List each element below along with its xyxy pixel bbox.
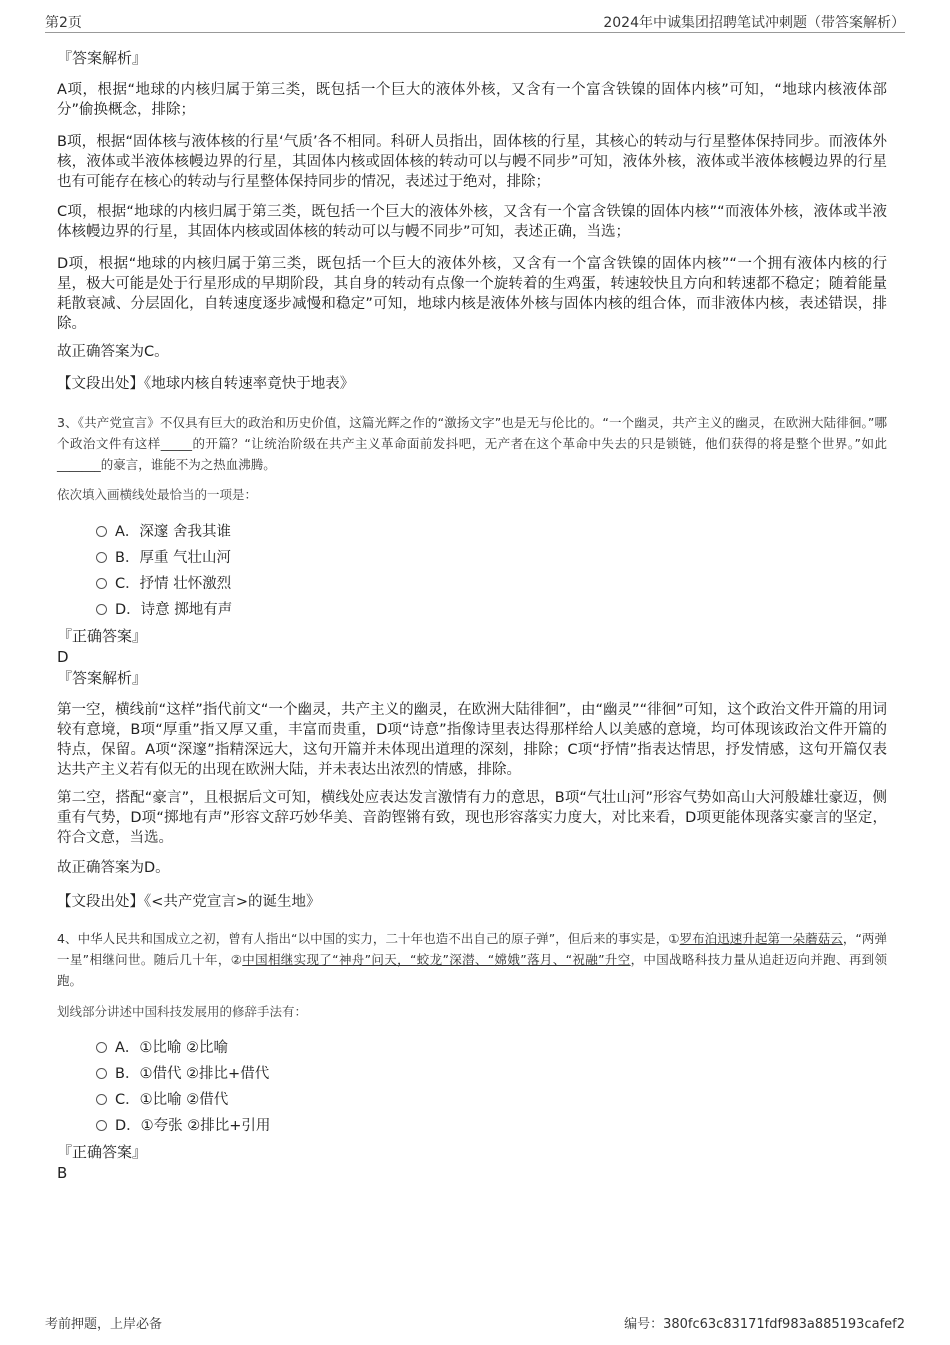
- q2-conclusion: 故正确答案为C。: [57, 344, 169, 360]
- q3-question: 3、《共产党宣言》不仅具有巨大的政治和历史价值，这篇光辉之作的“激扬文字”也是无与伦比的。“一个幽灵，共产主义的幽灵，在欧洲大陆徘徊。”哪个政治文件有这样_____的开篇？“让统治阶级在共产主义革命面前发抖吧，无产者在这个革命中失去的只是锁链，他们获得的将是整个世界。”如此_______的豪言，谁能不为之热血沸腾。: [57, 415, 887, 472]
- q3-option-b[interactable]: B．厚重 气壮山河: [96, 548, 231, 568]
- q3-correct-label: 『正确答案』: [57, 627, 148, 645]
- q4-underline-2: 中国相继实现了“神舟”问天，“蛟龙”深潜、“嫦娥”落月、“祝融”升空: [242, 952, 631, 967]
- q4-option-c[interactable]: C．①比喻 ②借代: [96, 1090, 228, 1110]
- q2-source: 【文段出处】《地球内核自转速率竟快于地表》: [57, 376, 355, 392]
- radio-icon[interactable]: [96, 1068, 107, 1079]
- page-header: [45, 10, 905, 33]
- q3-blank-1: _____: [160, 436, 192, 451]
- q4-underline-1: 罗布泊迅速升起第一朵蘑菇云: [679, 931, 843, 946]
- q4-correct-label: 『正确答案』: [57, 1143, 148, 1161]
- radio-icon[interactable]: [96, 1042, 107, 1053]
- q3-option-a[interactable]: A．深邃 舍我其谁: [96, 522, 231, 542]
- q4-option-d[interactable]: D．①夸张 ②排比+引用: [96, 1116, 270, 1136]
- footer-slogan: 考前押题，上岸必备: [45, 1317, 163, 1332]
- radio-icon[interactable]: [96, 526, 107, 537]
- q3-option-c[interactable]: C．抒情 壮怀激烈: [96, 574, 231, 594]
- q4-option-b[interactable]: B．①借代 ②排比+借代: [96, 1064, 269, 1084]
- q3-blank-2: _______: [57, 457, 101, 472]
- page-footer: [45, 1310, 905, 1332]
- q2-analysis-c: C项，根据“地球的内核归属于第三类，既包括一个巨大的液体外核，又含有一个富含铁镍的固体内核”“而液体外核，液体或半液体核幔边界的行星，其固体内核或固体核的转动可以与幔不同步”可知，表述正确，当选；: [57, 204, 887, 240]
- q2-analysis-a: A项，根据“地球的内核归属于第三类，既包括一个巨大的液体外核，又含有一个富含铁镍的固体内核”可知，“地球内核液体部分”偷换概念，排除；: [57, 82, 887, 118]
- q3-analysis-1: 第一空，横线前“这样”指代前文“一个幽灵，共产主义的幽灵，在欧洲大陆徘徊”，由“幽灵”“徘徊”可知，这个政治文件开篇的用词较有意境，B项“厚重”指又厚又重，丰富而贵重，D项“诗意”指像诗里表达得那样给人以美感的意境，均可体现该政治文件开篇的特点，保留。A项“深邃”指精深远大，这句开篇并未体现出道理的深刻，排除；C项“抒情”指表达情思，抒发情感，这句开篇仅表达共产主义若有似无的出现在欧洲大陆，并未表达出浓烈的情感，排除。: [57, 702, 887, 778]
- q3-option-d[interactable]: D．诗意 掷地有声: [96, 600, 232, 620]
- q3-analysis-label: 『答案解析』: [57, 669, 148, 687]
- q4-option-a[interactable]: A．①比喻 ②比喻: [96, 1038, 228, 1058]
- q4-question: 4、中华人民共和国成立之初，曾有人指出“以中国的实力，二十年也造不出自己的原子弹”，但后来的事实是，①罗布泊迅速升起第一朵蘑菇云，“两弹一星”相继问世。随后几十年，②中国相继实现了“神舟”问天，“蛟龙”深潜、“嫦娥”落月、“祝融”升空，中国战略科技力量从追赶迈向并跑、再到领跑。: [57, 931, 888, 988]
- q4-correct-answer: B: [57, 1164, 68, 1182]
- q3-source: 【文段出处】《<共产党宣言>的诞生地》: [57, 894, 321, 910]
- q3-prompt: 依次填入画横线处最恰当的一项是：: [57, 487, 258, 502]
- q3-analysis-2: 第二空，搭配“豪言”，且根据后文可知，横线处应表达发言激情有力的意思，B项“气壮山河”形容气势如高山大河般雄壮豪迈，侧重有气势，D项“掷地有声”形容文辞巧妙华美、音韵铿锵有致，现也形容落实力度大，对比来看，D项更能体现落实豪言的坚定，符合文意，当选。: [57, 790, 887, 846]
- document-code: 编号：380fc63c83171fdf983a885193cafef2: [624, 1317, 905, 1332]
- document-title: 2024年中诚集团招聘笔试冲刺题（带答案解析）: [603, 15, 905, 31]
- q2-analysis-d: D项，根据“地球的内核归属于第三类，既包括一个巨大的液体外核，又含有一个富含铁镍的固体内核”“一个拥有液体内核的行星，极大可能是处于行星形成的早期阶段，其自身的转动有点像一个旋转着的生鸡蛋，转速较快且方向和转速都不稳定；随着能量耗散衰减、分层固化，自转速度逐步减慢和稳定”可知，地球内核是液体外核与固体内核的组合体，而非液体内核，表述错误，排除。: [57, 256, 887, 332]
- q3-conclusion: 故正确答案为D。: [57, 860, 170, 876]
- radio-icon[interactable]: [96, 604, 107, 615]
- q4-prompt: 划线部分讲述中国科技发展用的修辞手法有：: [57, 1004, 308, 1019]
- q2-analysis-label: 『答案解析』: [57, 49, 148, 67]
- page-number: 第2页: [45, 15, 82, 31]
- radio-icon[interactable]: [96, 552, 107, 563]
- q2-analysis-b: B项，根据“固体核与液体核的行星‘气质’各不相同。科研人员指出，固体核的行星，其核心的转动与行星整体保持同步。而液体外核，液体或半液体核幔边界的行星，其固体内核或固体核的转动可以与幔不同步”可知，液体外核，液体或半液体核幔边界的行星也有可能存在核心的转动与行星整体保持同步的情况，表述过于绝对，排除；: [57, 134, 887, 190]
- radio-icon[interactable]: [96, 578, 107, 589]
- q3-correct-answer: D: [57, 648, 69, 666]
- radio-icon[interactable]: [96, 1120, 107, 1131]
- radio-icon[interactable]: [96, 1094, 107, 1105]
